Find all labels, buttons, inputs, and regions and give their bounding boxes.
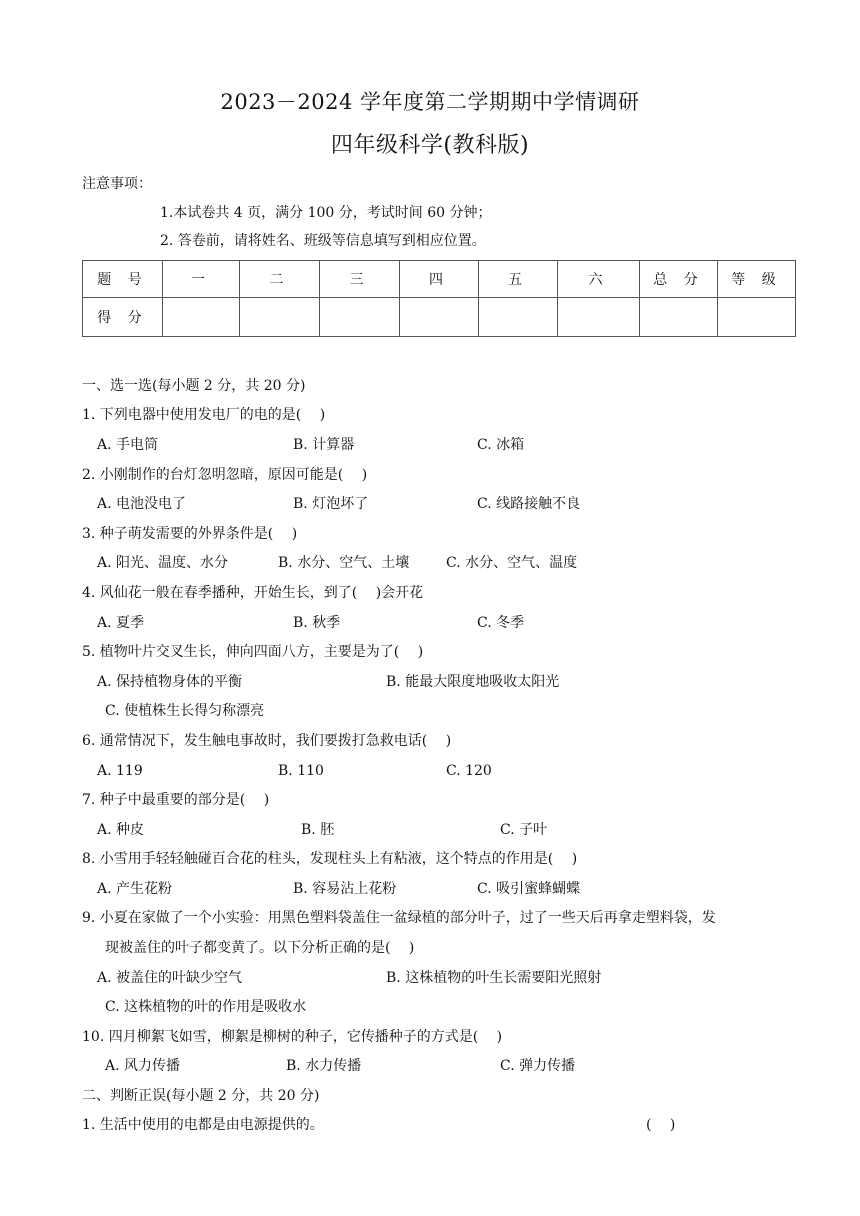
table-header-cell: 五 (479, 261, 558, 298)
exam-subtitle: 四年级科学(教科版) (330, 133, 530, 158)
question-stem: 8. 小雪用手轻轻触碰百合花的柱头，发现柱头上有粘液，这个特点的作用是( ) (82, 851, 578, 867)
score-cell[interactable] (163, 298, 240, 337)
table-header-cell: 二 (240, 261, 320, 298)
option-b: B. 胚 (301, 822, 335, 838)
question-stem: 1. 下列电器中使用发电厂的电的是( ) (82, 407, 326, 423)
score-table (82, 260, 796, 337)
question-stem: 4. 风仙花一般在春季播种，开始生长，到了( )会开花 (82, 585, 424, 601)
option-b: B. 水分、空气、土壤 (278, 555, 410, 571)
option-a: A. 种皮 (97, 822, 145, 838)
option-a: A. 夏季 (97, 615, 145, 631)
notice-item: 2. 答卷前，请将姓名、班级等信息填写到相应位置。 (160, 233, 486, 249)
score-table-header-row (83, 261, 796, 298)
option-a: A. 风力传播 (105, 1058, 181, 1074)
question-stem: 10. 四月柳絮飞如雪，柳絮是柳树的种子，它传播种子的方式是( ) (82, 1029, 503, 1045)
section-heading: 二、判断正误(每小题 2 分，共 20 分) (82, 1088, 320, 1104)
score-row-label: 得 分 (83, 298, 163, 337)
table-header-cell: 六 (558, 261, 640, 298)
option-a: A. 阳光、温度、水分 (97, 555, 229, 571)
option-c: C. 线路接触不良 (477, 496, 581, 512)
option-a: A. 保持植物身体的平衡 (97, 674, 243, 690)
notice-item: 1.本试卷共 4 页，满分 100 分，考试时间 60 分钟； (160, 205, 492, 221)
option-c: C. 吸引蜜蜂蝴蝶 (477, 881, 581, 897)
score-cell[interactable] (558, 298, 640, 337)
option-a: A. 被盖住的叶缺少空气 (97, 970, 243, 986)
option-b: B. 计算器 (293, 437, 355, 453)
option-c: C. 水分、空气、温度 (446, 555, 578, 571)
section-heading: 一、选一选(每小题 2 分，共 20 分) (82, 378, 306, 394)
score-cell[interactable] (640, 298, 718, 337)
question-stem: 2. 小刚制作的台灯忽明忽暗，原因可能是( ) (82, 467, 368, 483)
option-a: A. 手电筒 (97, 437, 159, 453)
option-b: B. 这株植物的叶生长需要阳光照射 (386, 970, 602, 986)
table-header-cell: 等 级 (718, 261, 796, 298)
notice-heading: 注意事项： (82, 176, 152, 192)
answer-blank[interactable]: ( ) (646, 1117, 676, 1133)
table-header-cell: 总 分 (640, 261, 718, 298)
table-header-cell: 四 (400, 261, 479, 298)
option-c: C. 使植株生长得匀称漂亮 (105, 703, 265, 719)
option-a: A. 产生花粉 (97, 881, 173, 897)
table-header-cell: 三 (320, 261, 400, 298)
option-b: B. 秋季 (293, 615, 341, 631)
option-c: C. 冰箱 (477, 437, 525, 453)
option-a: A. 119 (97, 763, 143, 779)
option-b: B. 110 (278, 763, 324, 779)
question-stem: 3. 种子萌发需要的外界条件是( ) (82, 526, 298, 542)
score-cell[interactable] (320, 298, 400, 337)
question-stem-continued: 现被盖住的叶子都变黄了。以下分析正确的是( ) (105, 940, 415, 956)
score-cell[interactable] (718, 298, 796, 337)
question-stem: 6. 通常情况下，发生触电事故时，我们要拨打急救电话( ) (82, 733, 452, 749)
score-cell[interactable] (240, 298, 320, 337)
option-b: B. 容易沾上花粉 (293, 881, 397, 897)
question-stem: 9. 小夏在家做了一个小实验：用黑色塑料袋盖住一盆绿植的部分叶子，过了一些天后再拿走塑料袋，发 (82, 910, 716, 926)
score-cell[interactable] (479, 298, 558, 337)
option-b: B. 能最大限度地吸收太阳光 (386, 674, 560, 690)
question-stem: 1. 生活中使用的电都是由电源提供的。 (82, 1117, 324, 1133)
option-a: A. 电池没电了 (97, 496, 187, 512)
option-c: C. 弹力传播 (500, 1058, 576, 1074)
table-header-cell: 一 (163, 261, 240, 298)
option-b: B. 灯泡坏了 (293, 496, 369, 512)
option-c: C. 120 (446, 763, 492, 779)
option-c: C. 冬季 (477, 615, 525, 631)
question-stem: 7. 种子中最重要的部分是( ) (82, 792, 270, 808)
score-cell[interactable] (400, 298, 479, 337)
exam-title: 2023－2024 学年度第二学期期中学情调研 (220, 90, 640, 114)
score-table-score-row (83, 298, 796, 337)
question-stem: 5. 植物叶片交叉生长，伸向四面八方，主要是为了( ) (82, 644, 424, 660)
option-c: C. 这株植物的叶的作用是吸收水 (105, 999, 307, 1015)
option-c: C. 子叶 (500, 822, 548, 838)
option-b: B. 水力传播 (286, 1058, 362, 1074)
table-header-cell: 题 号 (83, 261, 163, 298)
